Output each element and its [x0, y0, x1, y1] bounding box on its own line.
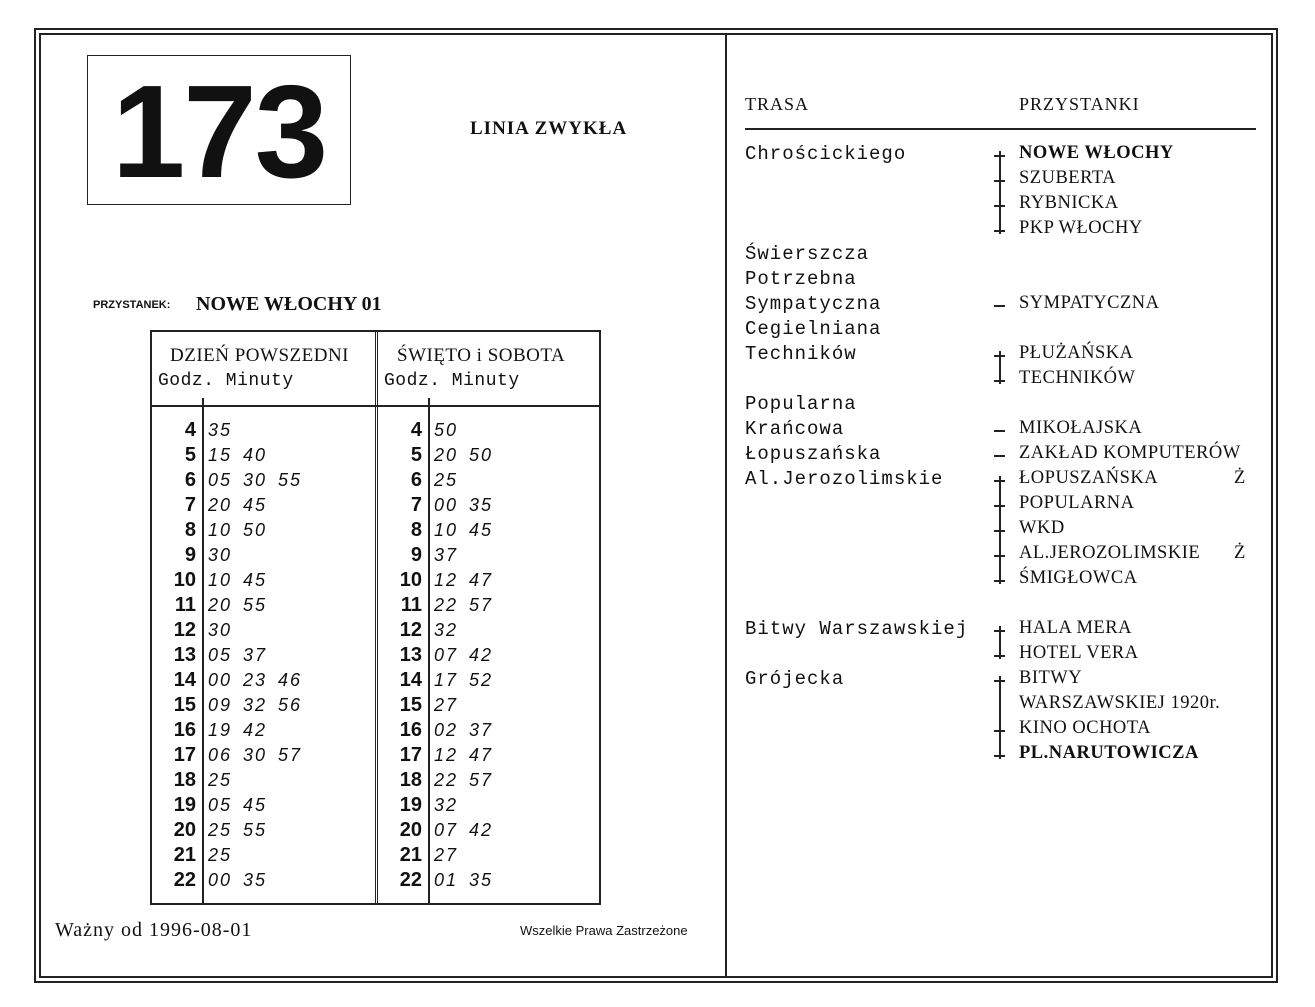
route-header-rule	[745, 128, 1256, 130]
route-connector-tick	[994, 380, 1005, 382]
timetable-row	[156, 493, 302, 518]
timetable-row	[382, 793, 493, 818]
street-name: Sympatyczna	[745, 293, 882, 315]
weekday-header	[158, 345, 350, 391]
hour-cell: 11	[400, 594, 422, 616]
hour-cell: 19	[399, 794, 422, 816]
minutes-cell: 37	[434, 545, 459, 565]
stop-label: PRZYSTANEK:	[93, 299, 171, 311]
timetable-column-divider	[375, 332, 378, 903]
hour-cell: 16	[399, 719, 422, 741]
timetable-row	[382, 643, 493, 668]
minutes-cell: 19 42	[208, 720, 268, 740]
stop-name-item: MIKOŁAJSKA	[1019, 418, 1143, 438]
hour-cell: 17	[399, 744, 422, 766]
timetable-row	[156, 568, 302, 593]
street-name: Świerszcza	[745, 243, 870, 265]
hour-cell: 8	[410, 519, 422, 541]
timetable-row	[382, 718, 493, 743]
timetable-row	[382, 843, 493, 868]
timetable	[150, 330, 601, 905]
street-name: Techników	[745, 343, 857, 365]
hour-cell: 15	[399, 694, 422, 716]
timetable-row	[382, 743, 493, 768]
timetable-row	[156, 593, 302, 618]
minutes-cell: 07 42	[434, 820, 494, 840]
timetable-row	[156, 743, 302, 768]
hour-cell: 13	[173, 644, 196, 666]
hour-cell: 6	[184, 469, 196, 491]
timetable-row	[156, 418, 302, 443]
timetable-row	[156, 693, 302, 718]
hour-cell: 14	[173, 669, 196, 691]
timetable-row	[156, 768, 302, 793]
hour-cell: 20	[399, 819, 422, 841]
minutes-cell: 20 55	[208, 595, 268, 615]
stop-name-item: TECHNIKÓW	[1019, 368, 1136, 388]
stop-name-item: PŁUŻAŃSKA	[1019, 343, 1134, 363]
minutes-cell: 30	[208, 620, 233, 640]
route-connector-tick	[994, 505, 1005, 507]
minutes-cell: 12 47	[434, 745, 494, 765]
minutes-cell: 05 45	[208, 795, 268, 815]
route-connector-line	[999, 151, 1001, 234]
single-stop-dash	[994, 305, 1005, 307]
timetable-row	[156, 868, 302, 893]
minutes-cell: 06 30 57	[208, 745, 303, 765]
hour-cell: 6	[410, 469, 422, 491]
timetable-row	[382, 868, 493, 893]
holiday-subtitle: Godz. Minuty	[384, 371, 520, 391]
hour-cell: 22	[173, 869, 196, 891]
route-connector-tick	[994, 480, 1005, 482]
timetable-row	[382, 568, 493, 593]
request-stop-mark: Ż	[1234, 468, 1246, 488]
street-name: Chrościckiego	[745, 143, 907, 165]
hour-cell: 16	[173, 719, 196, 741]
weekday-title: DZIEŃ POWSZEDNI	[170, 345, 350, 366]
route-connector-line	[999, 676, 1001, 759]
timetable-row	[382, 668, 493, 693]
stop-name-item: HALA MERA	[1019, 618, 1132, 638]
stop-name-item: HOTEL VERA	[1019, 643, 1139, 663]
minutes-cell: 09 32 56	[208, 695, 303, 715]
minutes-cell: 00 23 46	[208, 670, 303, 690]
timetable-row	[382, 593, 493, 618]
minutes-cell: 20 50	[434, 445, 494, 465]
minutes-cell: 32	[434, 795, 459, 815]
weekday-rows	[156, 418, 302, 893]
stop-name: NOWE WŁOCHY 01	[196, 293, 382, 315]
valid-from: Ważny od 1996-08-01	[55, 919, 253, 941]
minutes-cell: 00 35	[208, 870, 268, 890]
timetable-row	[156, 543, 302, 568]
street-name: Bitwy Warszawskiej	[745, 618, 969, 640]
stop-name-item: POPULARNA	[1019, 493, 1135, 513]
rights-notice: Wszelkie Prawa Zastrzeżone	[520, 923, 688, 938]
timetable-row	[382, 543, 493, 568]
minutes-cell: 15 40	[208, 445, 268, 465]
timetable-row	[382, 418, 493, 443]
hour-cell: 18	[399, 769, 422, 791]
minutes-cell: 10 45	[434, 520, 494, 540]
route-connector-tick	[994, 730, 1005, 732]
stop-name-item: PL.NARUTOWICZA	[1019, 743, 1199, 763]
hour-cell: 14	[399, 669, 422, 691]
minutes-cell: 27	[434, 695, 459, 715]
hour-cell: 19	[173, 794, 196, 816]
stop-name-item: RYBNICKA	[1019, 193, 1119, 213]
hour-cell: 18	[173, 769, 196, 791]
minutes-cell: 22 57	[434, 595, 494, 615]
street-name: Grójecka	[745, 668, 845, 690]
route-connector-tick	[994, 555, 1005, 557]
timetable-row	[156, 468, 302, 493]
minutes-cell: 07 42	[434, 645, 494, 665]
timetable-row	[382, 443, 493, 468]
minutes-cell: 25	[434, 470, 459, 490]
street-name: Potrzebna	[745, 268, 857, 290]
street-name: Al.Jerozolimskie	[745, 468, 944, 490]
hour-cell: 12	[173, 619, 196, 641]
hour-cell: 9	[410, 544, 422, 566]
stop-name-item: WKD	[1019, 518, 1065, 538]
timetable-row	[382, 768, 493, 793]
street-name: Łopuszańska	[745, 443, 882, 465]
timetable-row	[382, 518, 493, 543]
street-name: Popularna	[745, 393, 857, 415]
stop-name-item: PKP WŁOCHY	[1019, 218, 1143, 238]
weekday-subtitle: Godz. Minuty	[158, 371, 294, 391]
hour-cell: 4	[184, 419, 196, 441]
timetable-row	[382, 693, 493, 718]
minutes-cell: 01 35	[434, 870, 494, 890]
minutes-cell: 25 55	[208, 820, 268, 840]
hour-cell: 21	[173, 844, 196, 866]
route-connector-tick	[994, 655, 1005, 657]
minutes-cell: 20 45	[208, 495, 268, 515]
page-divider	[725, 33, 727, 978]
route-connector-tick	[994, 205, 1005, 207]
hour-cell: 21	[399, 844, 422, 866]
stops-header: PRZYSTANKI	[1019, 94, 1140, 114]
stop-name-item: SYMPATYCZNA	[1019, 293, 1160, 313]
route-connector-tick	[994, 155, 1005, 157]
timetable-row	[156, 618, 302, 643]
hour-cell: 5	[184, 444, 196, 466]
hour-cell: 10	[399, 569, 422, 591]
minutes-cell: 32	[434, 620, 459, 640]
hour-cell: 7	[184, 494, 196, 516]
minutes-cell: 27	[434, 845, 459, 865]
holiday-rows	[382, 418, 493, 893]
timetable-row	[156, 668, 302, 693]
route-connector-tick	[994, 530, 1005, 532]
stop-name-item: ŁOPUSZAŃSKA	[1019, 468, 1159, 488]
route-connector-tick	[994, 180, 1005, 182]
hour-cell: 9	[184, 544, 196, 566]
single-stop-dash	[994, 455, 1005, 457]
hour-cell: 7	[410, 494, 422, 516]
stop-name-item: NOWE WŁOCHY	[1019, 143, 1174, 163]
hour-cell: 11	[174, 594, 196, 616]
hour-cell: 4	[410, 419, 422, 441]
minutes-cell: 00 35	[434, 495, 494, 515]
route-connector-tick	[994, 755, 1005, 757]
single-stop-dash	[994, 430, 1005, 432]
line-type: LINIA ZWYKŁA	[470, 118, 628, 139]
hour-cell: 5	[410, 444, 422, 466]
timetable-row	[156, 718, 302, 743]
timetable-row	[156, 818, 302, 843]
minutes-cell: 50	[434, 420, 459, 440]
stop-name-item: BITWY	[1019, 668, 1083, 688]
holiday-header	[384, 345, 566, 391]
holiday-title: ŚWIĘTO i SOBOTA	[397, 345, 566, 366]
stop-name-item: ZAKŁAD KOMPUTERÓW	[1019, 443, 1241, 463]
line-number-box	[87, 55, 351, 205]
timetable-row	[382, 468, 493, 493]
minutes-cell: 05 37	[208, 645, 268, 665]
timetable-row	[156, 518, 302, 543]
minutes-cell: 25	[208, 845, 233, 865]
timetable-row	[156, 443, 302, 468]
route-connector-tick	[994, 230, 1005, 232]
hour-cell: 22	[399, 869, 422, 891]
route-connector-tick	[994, 580, 1005, 582]
timetable-row	[382, 818, 493, 843]
stop-name-item: KINO OCHOTA	[1019, 718, 1151, 738]
hour-cell: 10	[173, 569, 196, 591]
street-name: Cegielniana	[745, 318, 882, 340]
minutes-cell: 10 50	[208, 520, 268, 540]
hour-cell: 15	[173, 694, 196, 716]
route-connector-tick	[994, 630, 1005, 632]
hour-cell: 17	[173, 744, 196, 766]
timetable-row	[382, 493, 493, 518]
stop-name-item: WARSZAWSKIEJ 1920r.	[1019, 693, 1221, 713]
timetable-row	[156, 793, 302, 818]
minutes-cell: 10 45	[208, 570, 268, 590]
minutes-cell: 35	[208, 420, 233, 440]
stop-name-item: SZUBERTA	[1019, 168, 1116, 188]
minutes-cell: 12 47	[434, 570, 494, 590]
street-name: Krańcowa	[745, 418, 845, 440]
route-connector-tick	[994, 355, 1005, 357]
timetable-row	[156, 843, 302, 868]
hour-cell: 13	[399, 644, 422, 666]
hour-cell: 8	[184, 519, 196, 541]
minutes-cell: 22 57	[434, 770, 494, 790]
hour-cell: 12	[399, 619, 422, 641]
timetable-row	[382, 618, 493, 643]
minutes-cell: 05 30 55	[208, 470, 303, 490]
route-header: TRASA	[745, 94, 810, 114]
request-stop-mark: Ż	[1234, 543, 1246, 563]
minutes-cell: 30	[208, 545, 233, 565]
hour-cell: 20	[173, 819, 196, 841]
minutes-cell: 25	[208, 770, 233, 790]
timetable-row	[156, 643, 302, 668]
stop-name-item: ŚMIGŁOWCA	[1019, 568, 1138, 588]
line-number: 173	[111, 58, 327, 205]
stop-name-item: AL.JEROZOLIMSKIE	[1019, 543, 1201, 563]
minutes-cell: 02 37	[434, 720, 494, 740]
route-connector-tick	[994, 680, 1005, 682]
minutes-cell: 17 52	[434, 670, 494, 690]
